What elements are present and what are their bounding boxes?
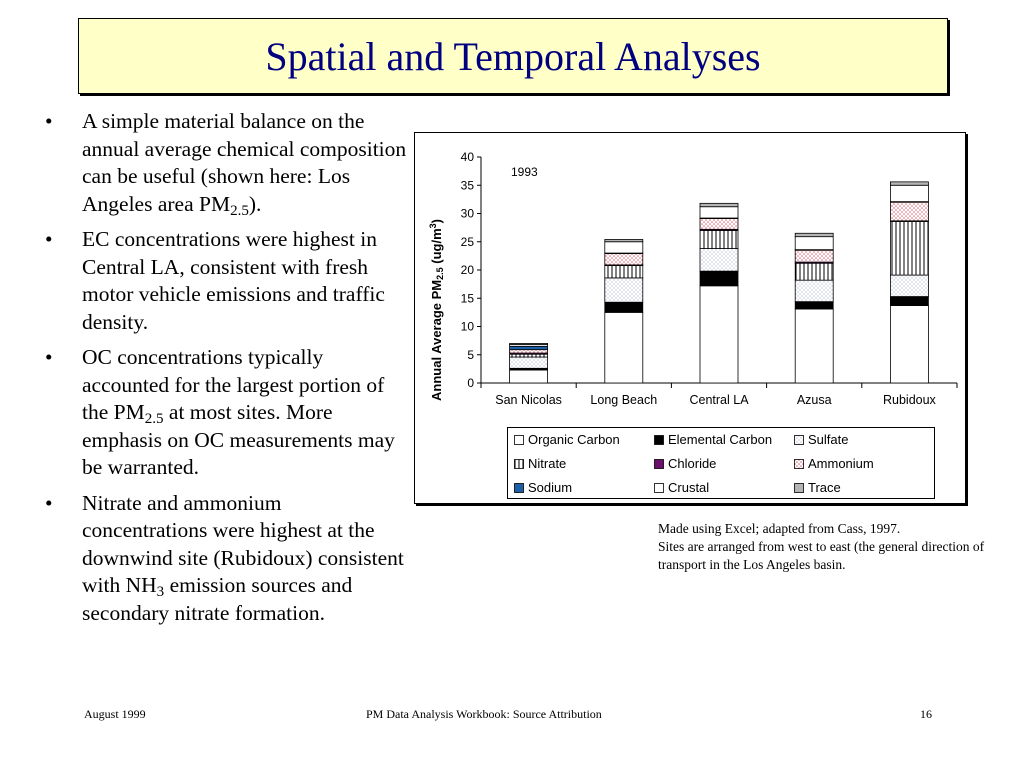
year-annotation: 1993 [511,165,538,179]
bar-segment-elemental-carbon [890,297,928,306]
bar-segment-nitrate [795,263,833,280]
bar-segment-ammonium [700,219,738,230]
bullet-item: • OC concentrations typically accounted for the largest portion of the $PM_{2.5}$ at most sites. More emphasis on OC measurements may be warranted. [45,345,395,479]
bar-segment-elemental-carbon [700,271,738,286]
chart-note: Made using Excel; adapted from Cass, 1997. Sites are arranged from west to east (the general direction of transport in the Los Angeles basin. [658,521,985,572]
y-tick-label: 35 [460,178,474,193]
bar-segment-nitrate [510,354,548,357]
legend-swatch [514,459,524,469]
bar-segment-trace [795,233,833,236]
bar-segment-trace [510,343,548,344]
bar-segment-organic-carbon [605,312,643,383]
legend-label: Elemental Carbon [668,432,773,447]
legend-swatch [514,483,524,493]
y-tick-label: 40 [460,150,474,164]
footer-date: August 1999 [84,707,146,721]
legend-item [654,456,716,471]
footer-title: PM Data Analysis Workbook: Source Attribution [366,707,602,721]
bullet-list [40,108,412,635]
y-tick-label: 0 [467,376,474,390]
bar-segment-nitrate [700,230,738,248]
legend-label: Nitrate [528,456,567,471]
y-axis-label: Annual Average $PM_{2.5}$ $(ug/m^3)$ [428,219,445,401]
y-tick-label: 30 [460,206,474,221]
chart-frame [414,132,966,504]
y-tick-label: 20 [460,263,474,277]
bullet-glyph: • [45,227,53,251]
legend-label: Crustal [668,480,710,495]
bar-segment-organic-carbon [510,370,548,383]
bar-segment-ammonium [510,350,548,353]
bar-segment-sulfate [890,275,928,296]
legend-label: Chloride [668,456,717,471]
bar-segment-ammonium [605,254,643,265]
bar-segment-sulfate [510,357,548,368]
bar-segment-elemental-carbon [795,302,833,309]
bullet-item: • A simple material balance on the annual average chemical composition can be useful (shown here: Los Angeles area $PM_{2.5}$). [45,109,407,219]
legend-label: Ammonium [808,456,874,471]
bullet-item: • EC concentrations were highest in Central LA, consistent with fresh motor vehicle emissions and traffic density. [45,227,385,334]
legend-swatch [794,459,804,469]
legend-item [654,432,772,447]
legend-item [794,456,874,471]
legend-item [514,456,566,471]
bar-segment-sodium [510,346,548,349]
x-tick-label: Azusa [796,393,832,407]
x-tick-label: Rubidoux [882,393,936,407]
bar-segment-crustal [795,237,833,250]
bullet-glyph: • [45,490,53,515]
y-tick-label: 10 [460,319,474,334]
footer-page-number: 16 [920,707,932,721]
bar-segment-sulfate [795,280,833,301]
x-tick-label: San Nicolas [495,393,562,407]
bar-segment-ammonium [890,202,928,221]
bar-segment-crustal [605,242,643,253]
bar-segment-nitrate [605,265,643,277]
legend-item [514,480,572,495]
bar-segment-crustal [700,207,738,218]
legend-label: Organic Carbon [528,432,620,447]
bullet-glyph: • [45,109,53,133]
legend-item [794,432,848,447]
legend-swatch [654,435,664,445]
bar-segment-trace [700,203,738,206]
title-box [78,18,948,94]
legend-swatch [654,459,664,469]
bar-segment-crustal [890,185,928,201]
bullet-glyph: • [45,345,53,369]
slide-title: Spatial and Temporal Analyses [265,33,761,79]
bar-segment-sulfate [605,278,643,302]
legend-swatch [794,483,804,493]
bar-segment-organic-carbon [700,286,738,383]
bar-segment-trace [605,239,643,241]
legend-swatch [794,435,804,445]
legend-item [514,432,620,447]
bar-segment-elemental-carbon [605,302,643,312]
chart-legend [507,427,935,499]
y-tick-label: 25 [460,234,474,249]
legend-swatch [654,483,664,493]
bar-segment-organic-carbon [890,306,928,383]
legend-label: Sodium [528,480,573,495]
x-tick-label: Central LA [689,393,749,407]
bar-segment-trace [890,182,928,185]
bullet-item: • Nitrate and ammonium concentrations were highest at the downwind site (Rubidoux) consistent with $NH_3$ emission sources and secondary nitrate formation. [45,490,404,625]
legend-item [794,480,841,495]
legend-label: Trace [808,480,841,495]
bar-segment-organic-carbon [795,309,833,383]
bar-segment-sulfate [700,249,738,272]
y-tick-label: 5 [467,347,474,362]
x-tick-label: Long Beach [590,393,658,407]
legend-swatch [514,435,524,445]
legend-item [654,480,709,495]
legend-label: Sulfate [808,432,849,447]
bar-segment-ammonium [795,250,833,262]
bar-segment-nitrate [890,221,928,275]
y-tick-label: 15 [460,291,474,306]
